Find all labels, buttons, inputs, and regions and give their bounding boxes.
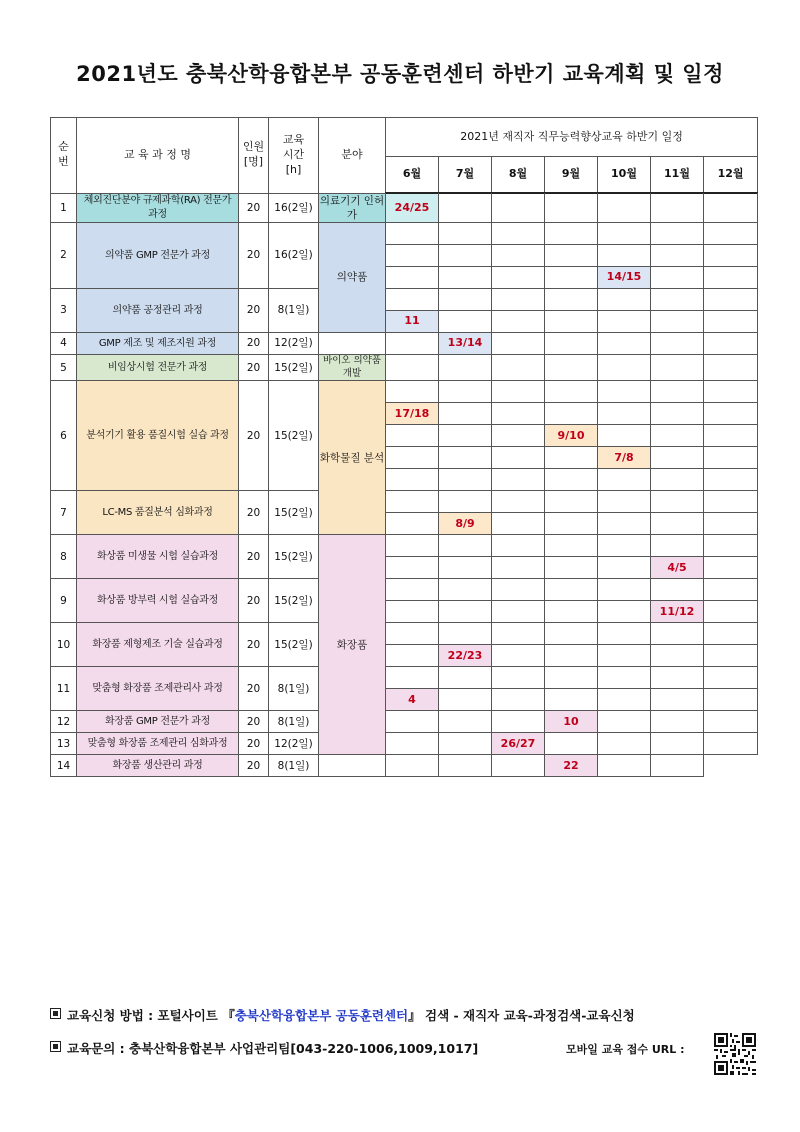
course-people: 20	[239, 579, 269, 623]
empty-schedule-cell	[439, 244, 492, 266]
date-cell: 13/14	[439, 332, 492, 354]
course-people: 20	[239, 354, 269, 381]
empty-schedule-cell	[704, 513, 758, 535]
course-name: 화장품 제형제조 기술 실습과정	[77, 623, 239, 667]
empty-schedule-cell	[545, 645, 598, 667]
schedule-table	[50, 117, 758, 777]
empty-schedule-cell	[492, 288, 545, 310]
course-name: 의약품 공정관리 과정	[77, 288, 239, 332]
date-cell: 22/23	[439, 645, 492, 667]
empty-schedule-cell	[651, 623, 704, 645]
empty-schedule-cell	[439, 403, 492, 425]
empty-schedule-cell	[492, 689, 545, 711]
month-dec: 12월	[704, 157, 758, 194]
empty-schedule-cell	[545, 381, 598, 403]
empty-schedule-cell	[651, 222, 704, 244]
course-people: 20	[239, 733, 269, 755]
empty-schedule-cell	[439, 266, 492, 288]
empty-schedule-cell	[598, 469, 651, 491]
empty-schedule-cell	[492, 193, 545, 222]
date-cell: 26/27	[492, 733, 545, 755]
row-no: 5	[51, 354, 77, 381]
empty-schedule-cell	[598, 332, 651, 354]
empty-schedule-cell	[598, 557, 651, 579]
field-cosmetics: 화장품	[319, 535, 386, 755]
empty-schedule-cell	[386, 469, 439, 491]
row-no: 14	[51, 755, 77, 777]
empty-schedule-cell	[439, 623, 492, 645]
empty-schedule-cell	[598, 310, 651, 332]
empty-schedule-cell	[651, 447, 704, 469]
row-no: 3	[51, 288, 77, 332]
course-name: 의약품 GMP 전문가 과정	[77, 222, 239, 288]
empty-schedule-cell	[492, 244, 545, 266]
empty-schedule-cell	[439, 755, 492, 777]
empty-schedule-cell	[545, 491, 598, 513]
course-hours: 8(1일)	[269, 667, 319, 711]
empty-schedule-cell	[439, 381, 492, 403]
empty-schedule-cell	[598, 645, 651, 667]
empty-schedule-cell	[492, 469, 545, 491]
empty-schedule-cell	[704, 425, 758, 447]
empty-schedule-cell	[651, 535, 704, 557]
empty-schedule-cell	[651, 403, 704, 425]
empty-schedule-cell	[704, 310, 758, 332]
empty-schedule-cell	[598, 381, 651, 403]
empty-schedule-cell	[545, 513, 598, 535]
empty-schedule-cell	[651, 332, 704, 354]
empty-schedule-cell	[386, 645, 439, 667]
course-hours: 15(2일)	[269, 381, 319, 491]
empty-schedule-cell	[545, 579, 598, 601]
empty-schedule-cell	[545, 222, 598, 244]
empty-schedule-cell	[545, 623, 598, 645]
row-no: 10	[51, 623, 77, 667]
month-jul: 7월	[439, 157, 492, 194]
mobile-url-label: 모바일 교육 접수 URL :	[566, 1043, 685, 1056]
course-hours: 15(2일)	[269, 354, 319, 381]
empty-schedule-cell	[598, 513, 651, 535]
empty-schedule-cell	[598, 667, 651, 689]
empty-schedule-cell	[386, 711, 439, 733]
empty-schedule-cell	[704, 288, 758, 310]
empty-schedule-cell	[492, 623, 545, 645]
empty-schedule-cell	[386, 513, 439, 535]
square-bullet-icon	[50, 1041, 61, 1052]
course-name: 화장품 GMP 전문가 과정	[77, 711, 239, 733]
empty-schedule-cell	[651, 288, 704, 310]
empty-schedule-cell	[651, 244, 704, 266]
empty-schedule-cell	[598, 755, 651, 777]
header-people: 인원 [명]	[239, 118, 269, 194]
empty-schedule-cell	[545, 557, 598, 579]
course-people: 20	[239, 755, 269, 777]
empty-schedule-cell	[492, 425, 545, 447]
empty-schedule-cell	[439, 447, 492, 469]
row-no: 8	[51, 535, 77, 579]
empty-schedule-cell	[704, 354, 758, 381]
empty-schedule-cell	[545, 447, 598, 469]
empty-schedule-cell	[545, 403, 598, 425]
date-cell: 7/8	[598, 447, 651, 469]
empty-schedule-cell	[704, 447, 758, 469]
header-schedule: 2021년 재직자 직무능력향상교육 하반기 일정	[386, 118, 758, 157]
empty-schedule-cell	[386, 667, 439, 689]
empty-schedule-cell	[386, 266, 439, 288]
page-title: 2021년도 충북산학융합본부 공동훈련센터 하반기 교육계획 및 일정	[76, 62, 724, 86]
empty-schedule-cell	[492, 557, 545, 579]
header-field: 분야	[319, 118, 386, 194]
course-hours: 15(2일)	[269, 579, 319, 623]
empty-schedule-cell	[492, 266, 545, 288]
empty-schedule-cell	[386, 557, 439, 579]
empty-schedule-cell	[492, 711, 545, 733]
empty-schedule-cell	[598, 535, 651, 557]
month-jun: 6월	[386, 157, 439, 194]
course-people: 20	[239, 623, 269, 667]
row-no: 4	[51, 332, 77, 354]
empty-schedule-cell	[492, 755, 545, 777]
empty-schedule-cell	[492, 579, 545, 601]
empty-schedule-cell	[704, 689, 758, 711]
empty-schedule-cell	[439, 469, 492, 491]
field-medical-device: 의료기기 인허가	[319, 194, 385, 221]
row-no: 7	[51, 491, 77, 535]
empty-schedule-cell	[704, 193, 758, 222]
course-people: 20	[239, 491, 269, 535]
empty-schedule-cell	[439, 310, 492, 332]
empty-schedule-cell	[439, 288, 492, 310]
empty-schedule-cell	[492, 332, 545, 354]
row-no: 1	[51, 193, 77, 222]
course-hours: 16(2일)	[269, 222, 319, 288]
empty-schedule-cell	[439, 425, 492, 447]
empty-schedule-cell	[439, 689, 492, 711]
empty-schedule-cell	[598, 354, 651, 381]
empty-schedule-cell	[492, 601, 545, 623]
empty-schedule-cell	[598, 711, 651, 733]
empty-schedule-cell	[439, 733, 492, 755]
course-hours: 8(1일)	[269, 711, 319, 733]
empty-schedule-cell	[651, 579, 704, 601]
empty-schedule-cell	[492, 381, 545, 403]
empty-schedule-cell	[651, 425, 704, 447]
empty-schedule-cell	[492, 310, 545, 332]
course-name: GMP 제조 및 제조지원 과정	[77, 332, 239, 354]
empty-schedule-cell	[386, 755, 439, 777]
field-pharma: 의약품	[319, 222, 386, 332]
empty-schedule-cell	[598, 623, 651, 645]
header-course: 교 육 과 정 명	[77, 118, 239, 194]
row-no: 6	[51, 381, 77, 491]
empty-schedule-cell	[704, 403, 758, 425]
empty-schedule-cell	[439, 491, 492, 513]
empty-schedule-cell	[704, 667, 758, 689]
header-no: 순 번	[51, 118, 77, 194]
date-cell: 14/15	[598, 266, 651, 288]
field-bio: 바이오 의약품 개발	[319, 354, 386, 381]
empty-schedule-cell	[545, 288, 598, 310]
course-people: 20	[239, 332, 269, 354]
empty-schedule-cell	[386, 491, 439, 513]
portal-link[interactable]: 충북산학융합본부 공동훈련센터	[234, 1008, 409, 1023]
empty-schedule-cell	[651, 491, 704, 513]
empty-schedule-cell	[545, 733, 598, 755]
empty-schedule-cell	[439, 601, 492, 623]
empty-schedule-cell	[386, 623, 439, 645]
course-name: 분석기기 활용 품질시험 실습 과정	[77, 381, 239, 491]
square-bullet-icon	[50, 1008, 61, 1019]
empty-schedule-cell	[598, 733, 651, 755]
empty-schedule-cell	[704, 579, 758, 601]
empty-schedule-cell	[598, 193, 651, 222]
date-cell: 10	[545, 711, 598, 733]
empty-schedule-cell	[545, 469, 598, 491]
course-name: 비임상시험 전문가 과정	[77, 354, 239, 381]
course-hours: 15(2일)	[269, 623, 319, 667]
empty-schedule-cell	[651, 667, 704, 689]
empty-schedule-cell	[598, 579, 651, 601]
date-cell: 4/5	[651, 557, 704, 579]
date-cell: 22	[545, 755, 598, 777]
course-people: 20	[239, 711, 269, 733]
empty-schedule-cell	[439, 557, 492, 579]
qr-code-icon[interactable]	[714, 1033, 756, 1075]
empty-schedule-cell	[492, 513, 545, 535]
date-cell: 9/10	[545, 425, 598, 447]
empty-schedule-cell	[386, 381, 439, 403]
course-name: 화장품 생산관리 과정	[77, 755, 239, 777]
empty-schedule-cell	[545, 354, 598, 381]
empty-schedule-cell	[545, 244, 598, 266]
empty-schedule-cell	[704, 733, 758, 755]
empty-schedule-cell	[492, 403, 545, 425]
empty-schedule-cell	[598, 288, 651, 310]
row-no: 2	[51, 222, 77, 288]
course-hours: 8(1일)	[269, 755, 319, 777]
course-hours: 15(2일)	[269, 491, 319, 535]
empty-schedule-cell	[704, 469, 758, 491]
empty-schedule-cell	[492, 354, 545, 381]
empty-schedule-cell	[439, 354, 492, 381]
empty-schedule-cell	[386, 447, 439, 469]
month-nov: 11월	[651, 157, 704, 194]
field-chemical: 화학물질 분석	[319, 381, 386, 535]
course-hours: 16(2일)	[269, 193, 319, 222]
empty-schedule-cell	[386, 535, 439, 557]
course-name: 화상품 방부력 시험 실습과정	[77, 579, 239, 623]
empty-schedule-cell	[545, 310, 598, 332]
empty-schedule-cell	[598, 425, 651, 447]
empty-schedule-cell	[598, 244, 651, 266]
empty-schedule-cell	[439, 535, 492, 557]
empty-schedule-cell	[492, 667, 545, 689]
empty-schedule-cell	[492, 645, 545, 667]
empty-schedule-cell	[319, 755, 386, 777]
empty-schedule-cell	[651, 381, 704, 403]
course-name: 맞춤형 화장품 조제관리사 과정	[77, 667, 239, 711]
empty-schedule-cell	[704, 601, 758, 623]
course-hours: 15(2일)	[269, 535, 319, 579]
empty-schedule-cell	[651, 469, 704, 491]
empty-schedule-cell	[386, 733, 439, 755]
empty-schedule-cell	[704, 381, 758, 403]
empty-schedule-cell	[386, 222, 439, 244]
empty-schedule-cell	[704, 623, 758, 645]
course-name: 체외진단분야 규제과학(RA) 전문가 과정	[77, 193, 239, 222]
empty-schedule-cell	[439, 222, 492, 244]
empty-schedule-cell	[598, 222, 651, 244]
course-people: 20	[239, 667, 269, 711]
empty-schedule-cell	[545, 601, 598, 623]
course-people: 20	[239, 193, 269, 222]
date-cell: 17/18	[386, 403, 439, 425]
footer-contact: 교육문의 : 충북산학융합본부 사업관리팀[043-220-1006,1009,1017]	[50, 1039, 478, 1057]
empty-schedule-cell	[704, 266, 758, 288]
empty-schedule-cell	[439, 711, 492, 733]
empty-schedule-cell	[492, 447, 545, 469]
empty-schedule-cell	[386, 332, 439, 354]
empty-schedule-cell	[651, 645, 704, 667]
empty-schedule-cell	[492, 535, 545, 557]
course-hours: 12(2일)	[269, 733, 319, 755]
course-name: 맞춤형 화장품 조제관리 심화과정	[77, 733, 239, 755]
empty-schedule-cell	[704, 222, 758, 244]
empty-schedule-cell	[651, 513, 704, 535]
empty-schedule-cell	[386, 579, 439, 601]
empty-schedule-cell	[386, 244, 439, 266]
course-people: 20	[239, 288, 269, 332]
course-hours: 12(2일)	[269, 332, 319, 354]
empty-schedule-cell	[545, 193, 598, 222]
course-people: 20	[239, 381, 269, 491]
empty-schedule-cell	[492, 222, 545, 244]
empty-schedule-cell	[651, 733, 704, 755]
row-no: 11	[51, 667, 77, 711]
empty-schedule-cell	[598, 403, 651, 425]
empty-schedule-cell	[545, 535, 598, 557]
date-cell: 24/25	[386, 193, 439, 222]
empty-schedule-cell	[598, 601, 651, 623]
empty-schedule-cell	[651, 711, 704, 733]
empty-schedule-cell	[492, 491, 545, 513]
footer-apply: 교육신청 방법 : 포털사이트 『충북산학융합본부 공동훈련센터』 검색 - 재직자 교육-과정검색-교육신청	[50, 1006, 635, 1024]
course-people: 20	[239, 222, 269, 288]
empty-schedule-cell	[704, 491, 758, 513]
empty-schedule-cell	[704, 711, 758, 733]
empty-schedule-cell	[651, 310, 704, 332]
empty-schedule-cell	[439, 667, 492, 689]
empty-schedule-cell	[545, 689, 598, 711]
date-cell: 4	[386, 689, 439, 711]
row-no: 9	[51, 579, 77, 623]
course-people: 20	[239, 535, 269, 579]
empty-schedule-cell	[386, 425, 439, 447]
empty-schedule-cell	[651, 266, 704, 288]
month-oct: 10월	[598, 157, 651, 194]
header-hours: 교육 시간 [h]	[269, 118, 319, 194]
month-aug: 8월	[492, 157, 545, 194]
row-no: 12	[51, 711, 77, 733]
empty-schedule-cell	[704, 645, 758, 667]
date-cell: 11/12	[651, 601, 704, 623]
empty-schedule-cell	[439, 579, 492, 601]
empty-schedule-cell	[545, 332, 598, 354]
empty-schedule-cell	[386, 288, 439, 310]
empty-schedule-cell	[704, 332, 758, 354]
empty-schedule-cell	[651, 354, 704, 381]
empty-schedule-cell	[704, 244, 758, 266]
month-sep: 9월	[545, 157, 598, 194]
empty-schedule-cell	[386, 354, 439, 381]
row-no: 13	[51, 733, 77, 755]
empty-schedule-cell	[386, 601, 439, 623]
course-hours: 8(1일)	[269, 288, 319, 332]
date-cell: 11	[386, 310, 439, 332]
date-cell: 8/9	[439, 513, 492, 535]
course-name: LC-MS 품질분석 심화과정	[77, 491, 239, 535]
empty-schedule-cell	[598, 689, 651, 711]
empty-schedule-cell	[704, 557, 758, 579]
empty-schedule-cell	[598, 491, 651, 513]
empty-schedule-cell	[704, 535, 758, 557]
empty-schedule-cell	[545, 667, 598, 689]
empty-schedule-cell	[651, 193, 704, 222]
empty-schedule-cell	[651, 755, 704, 777]
empty-schedule-cell	[651, 689, 704, 711]
course-name: 화상품 미생물 시험 실습과정	[77, 535, 239, 579]
empty-schedule-cell	[545, 266, 598, 288]
empty-schedule-cell	[439, 193, 492, 222]
